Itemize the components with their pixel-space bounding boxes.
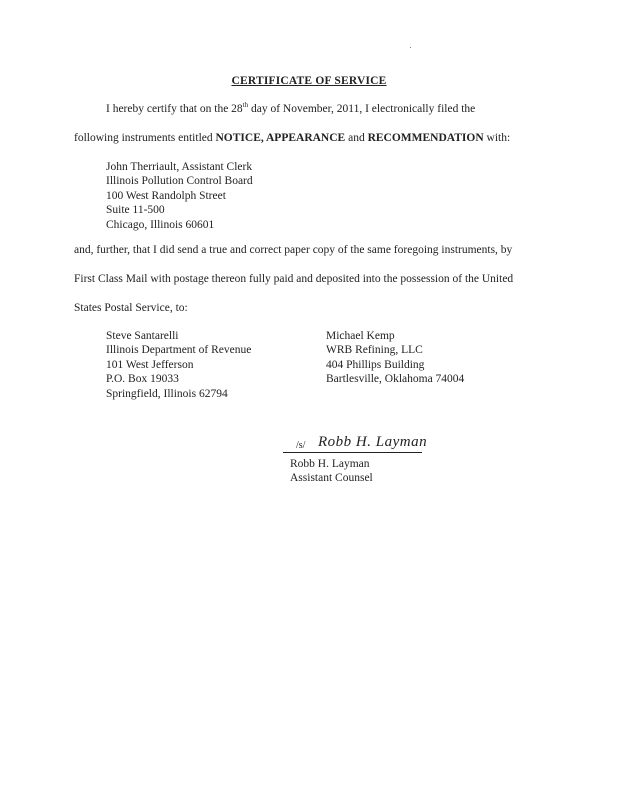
address-line: Michael Kemp [326, 330, 395, 342]
signer-name: Robb H. Layman [290, 458, 370, 470]
service-line-2: First Class Mail with postage thereon fully paid and deposited into the possession of the United [74, 273, 514, 285]
certify-line-2 [74, 131, 510, 145]
address-line: Springfield, Illinois 62794 [106, 387, 228, 400]
address-line: Suite 11-500 [106, 204, 165, 217]
address-line: Steve Santarelli [106, 330, 179, 342]
address-line: 404 Phillips Building [326, 358, 425, 371]
certify-line-1 [106, 102, 475, 116]
instruments-recommendation: RECOMMENDATION [367, 132, 484, 144]
address-line: Illinois Department of Revenue [106, 344, 252, 357]
address-line: P.O. Box 19033 [106, 373, 179, 386]
address-line: 100 West Randolph Street [106, 189, 226, 202]
service-line-3: States Postal Service, to: [74, 302, 188, 314]
recipient-address-right [326, 329, 464, 387]
signer-title: Assistant Counsel [290, 472, 373, 485]
address-line: Illinois Pollution Control Board [106, 175, 253, 188]
address-line: Chicago, Illinois 60601 [106, 218, 215, 231]
instruments-notice-appearance: NOTICE, APPEARANCE [215, 132, 346, 144]
signature-line [283, 452, 422, 453]
address-line: John Therriault, Assistant Clerk [106, 161, 253, 173]
signature-script: Robb H. Layman [318, 434, 428, 450]
certify-ordinal: th [242, 101, 249, 110]
address-line: WRB Refining, LLC [326, 344, 423, 357]
certify-text-a: I hereby certify that on the 28 [106, 103, 243, 115]
signer-block [290, 457, 373, 486]
filed-with-address [106, 160, 253, 232]
instruments-with: with: [483, 132, 511, 144]
certify-text-b: day of November, 2011, I electronically filed the [248, 103, 476, 115]
instruments-text: following instruments entitled [74, 132, 216, 144]
scan-speck [410, 47, 411, 48]
service-line-1: and, further, that I did send a true and correct paper copy of the same foregoing instruments, by [74, 244, 513, 256]
signature-prefix: /s/ [296, 440, 306, 451]
address-line: 101 West Jefferson [106, 358, 194, 371]
instruments-and: and [345, 132, 368, 144]
certificate-title: CERTIFICATE OF SERVICE [231, 75, 387, 87]
address-line: Bartlesville, Oklahoma 74004 [326, 373, 465, 386]
recipient-address-left [106, 329, 251, 401]
